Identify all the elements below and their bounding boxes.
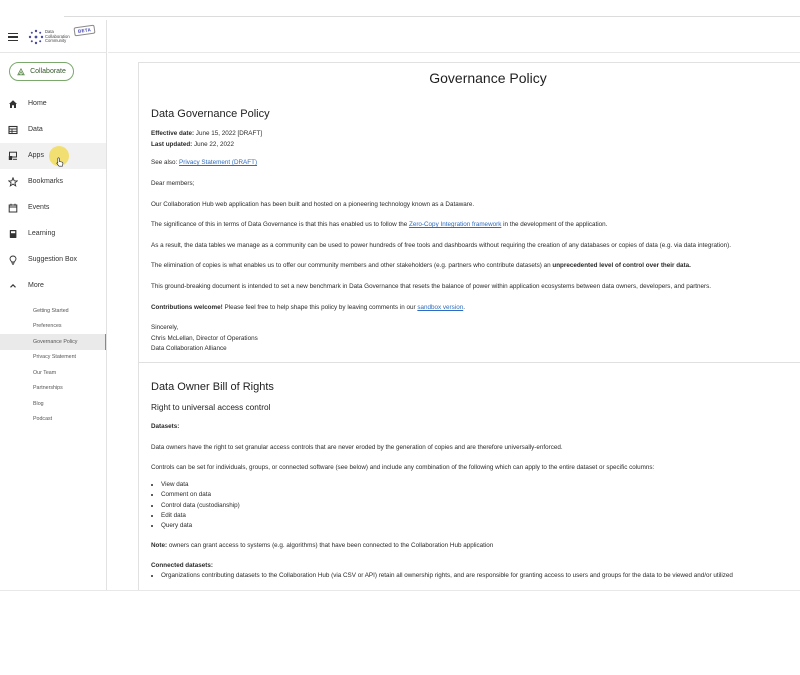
effective-date xyxy=(151,130,791,138)
collaborate-button[interactable] xyxy=(9,62,74,81)
connected-datasets-label xyxy=(151,562,791,570)
sidebar-header xyxy=(0,20,107,52)
beta-badge: BETA xyxy=(73,25,95,37)
paragraph-emphasis: unprecedented level of control over their data. xyxy=(552,262,691,270)
sandbox-version-link[interactable]: sandbox version xyxy=(417,303,464,311)
sidebar-divider xyxy=(0,52,107,53)
sidebar-subitem-label: Podcast xyxy=(33,416,53,422)
main-content xyxy=(108,20,800,591)
paragraph: Our Collaboration Hub web application has been built and hosted on a pioneering technology known as a Dataware. xyxy=(151,200,475,208)
collaborate-label: Collaborate xyxy=(30,68,66,75)
privacy-statement-link[interactable]: Privacy Statement (DRAFT) xyxy=(179,159,258,166)
sidebar-item-learning[interactable] xyxy=(0,221,107,247)
sidebar-item-data[interactable] xyxy=(0,117,107,143)
sidebar-subitem-getting-started[interactable] xyxy=(0,303,107,319)
star-icon xyxy=(8,177,18,187)
sidebar-item-label: More xyxy=(28,282,44,289)
paragraph xyxy=(151,304,791,312)
sidebar-item-events[interactable] xyxy=(0,195,107,221)
table-icon xyxy=(8,125,18,135)
list-item: • Organizations contributing datasets to the Collaboration Hub (via CSV or API) retain all ownership rights, and are responsible for granting access to users and groups for the data to be viewed and/or utilized xyxy=(161,571,791,581)
paragraph-text: The significance of this in terms of Data Governance is that this has enabled us to follow the xyxy=(151,221,409,229)
section-title: Data Governance Policy xyxy=(151,108,270,120)
sidebar-item-suggestion-box[interactable] xyxy=(0,247,107,273)
last-updated-value: June 22, 2022 xyxy=(192,140,234,148)
signoff: Sincerely, xyxy=(151,324,179,332)
paragraph xyxy=(151,221,791,229)
sidebar-nav xyxy=(0,91,107,427)
sidebar-subitem-podcast[interactable] xyxy=(0,412,107,428)
datasets-label xyxy=(151,423,791,431)
paragraph-text: in the development of the application. xyxy=(501,221,608,229)
sidebar-subitem-label: Blog xyxy=(33,400,44,407)
list-item: • View data xyxy=(161,480,791,490)
policy-document xyxy=(151,108,791,582)
sidebar-item-label: Events xyxy=(28,204,50,211)
logo-text-line: Collaboration xyxy=(45,33,70,39)
sidebar-subitem-label: Governance Policy xyxy=(33,338,78,345)
list-item: • Comment on data xyxy=(161,490,791,500)
chevron-up-icon xyxy=(8,281,18,291)
logo-text xyxy=(45,30,70,44)
sidebar-subitem-label: Privacy Statement xyxy=(33,354,76,360)
paragraph-emphasis: Contributions welcome! xyxy=(151,303,223,311)
paragraph-text: Please feel free to help shape this policy by leaving comments in our xyxy=(222,303,418,311)
note-text: owners can grant access to systems (e.g. algorithms) that have been connected to the Collaboration Hub application xyxy=(167,541,494,549)
sidebar-subitem-blog[interactable] xyxy=(0,396,107,412)
sidebar-subitem-preferences[interactable] xyxy=(0,319,107,335)
bottom-divider xyxy=(0,590,800,591)
sidebar-item-label: Data xyxy=(28,126,43,133)
home-icon xyxy=(8,99,18,109)
apps-icon xyxy=(8,151,18,161)
sidebar-item-home[interactable] xyxy=(0,91,107,117)
sidebar-subitem-label: Our Team xyxy=(33,369,57,376)
greeting: Dear members; xyxy=(151,180,195,187)
datasets-label-text: Datasets: xyxy=(151,422,180,430)
paragraph-text: . xyxy=(463,303,465,311)
signature-org: Data Collaboration Alliance xyxy=(151,344,227,352)
sidebar-item-label: Suggestion Box xyxy=(28,256,78,263)
sidebar-subitem-our-team[interactable] xyxy=(0,365,107,381)
hand-cursor-icon xyxy=(56,157,64,167)
sidebar-subitem-label: Preferences xyxy=(33,323,62,329)
sidebar-subitem-partnerships[interactable] xyxy=(0,381,107,397)
calendar-icon xyxy=(8,203,18,213)
signature-name: Chris McLellan, Director of Operations xyxy=(151,334,258,342)
logo-text-line: Data xyxy=(45,29,54,34)
note xyxy=(151,542,791,550)
sidebar-subitem-governance-policy[interactable] xyxy=(0,334,107,350)
sidebar-item-label: Learning xyxy=(28,230,56,237)
see-also xyxy=(151,159,791,167)
effective-date-label: Effective date: xyxy=(151,130,195,137)
sidebar-subitem-label: Partnerships xyxy=(33,385,63,391)
note-label: Note: xyxy=(151,541,168,549)
sidebar-item-label: Home xyxy=(28,100,47,107)
lightbulb-icon xyxy=(8,255,18,265)
sidebar-subitem-label: Getting Started xyxy=(33,307,69,314)
sidebar-item-more[interactable] xyxy=(0,273,107,299)
paragraph: Data owners have the right to set granular access controls that are never eroded by the generation of copies and are therefore universally-enforced. xyxy=(151,443,563,451)
hamburger-menu-icon[interactable] xyxy=(8,33,18,41)
list-item: • Edit data xyxy=(161,511,791,521)
see-also-prefix: See also: xyxy=(151,159,180,166)
logo-text-line: Community xyxy=(45,38,67,44)
controls-list xyxy=(151,480,791,531)
connected-datasets-label-text: Connected datasets: xyxy=(151,562,213,570)
list-item: • Query data xyxy=(161,521,791,531)
paragraph: Controls can be set for individuals, groups, or connected software (see below) and include any combination of the following which can apply to the entire dataset or specific columns: xyxy=(151,464,655,472)
section-title: Data Owner Bill of Rights xyxy=(151,380,274,393)
effective-date-value: June 15, 2022 [DRAFT] xyxy=(194,130,262,137)
paragraph: This ground-breaking document is intended to set a new benchmark in Data Governance that resets the balance of power within application ecosystems between data owners, developers, and partners. xyxy=(151,282,712,290)
collaborate-icon xyxy=(17,68,25,76)
content-header-divider xyxy=(108,52,800,53)
paragraph-text: The elimination of copies is what enables us to offer our community members and other stakeholders (e.g. partners who contribute datasets) an xyxy=(151,262,553,270)
connected-list xyxy=(151,571,791,581)
paragraph xyxy=(151,262,791,270)
logo-icon[interactable] xyxy=(28,29,44,45)
paragraph: As a result, the data tables we manage as a community can be used to power hundreds of free tools and dashboards without requiring the creation of any databases or copies of data (e.g. via data integration). xyxy=(151,241,732,249)
last-updated-label: Last updated: xyxy=(151,140,193,148)
sidebar-item-bookmarks[interactable] xyxy=(0,169,107,195)
subsection-title: Right to universal access control xyxy=(151,401,271,412)
page-title: Governance Policy xyxy=(429,70,547,86)
sidebar-item-label: Apps xyxy=(28,152,44,159)
sidebar xyxy=(0,20,107,591)
last-updated xyxy=(151,141,791,149)
book-icon xyxy=(8,229,18,239)
list-item: • Control data (custodianship) xyxy=(161,501,791,511)
top-divider xyxy=(64,16,800,17)
sidebar-subitem-privacy-statement[interactable] xyxy=(0,350,107,366)
zero-copy-link[interactable]: Zero-Copy Integration framework xyxy=(408,221,502,229)
sidebar-item-label: Bookmarks xyxy=(28,178,64,185)
